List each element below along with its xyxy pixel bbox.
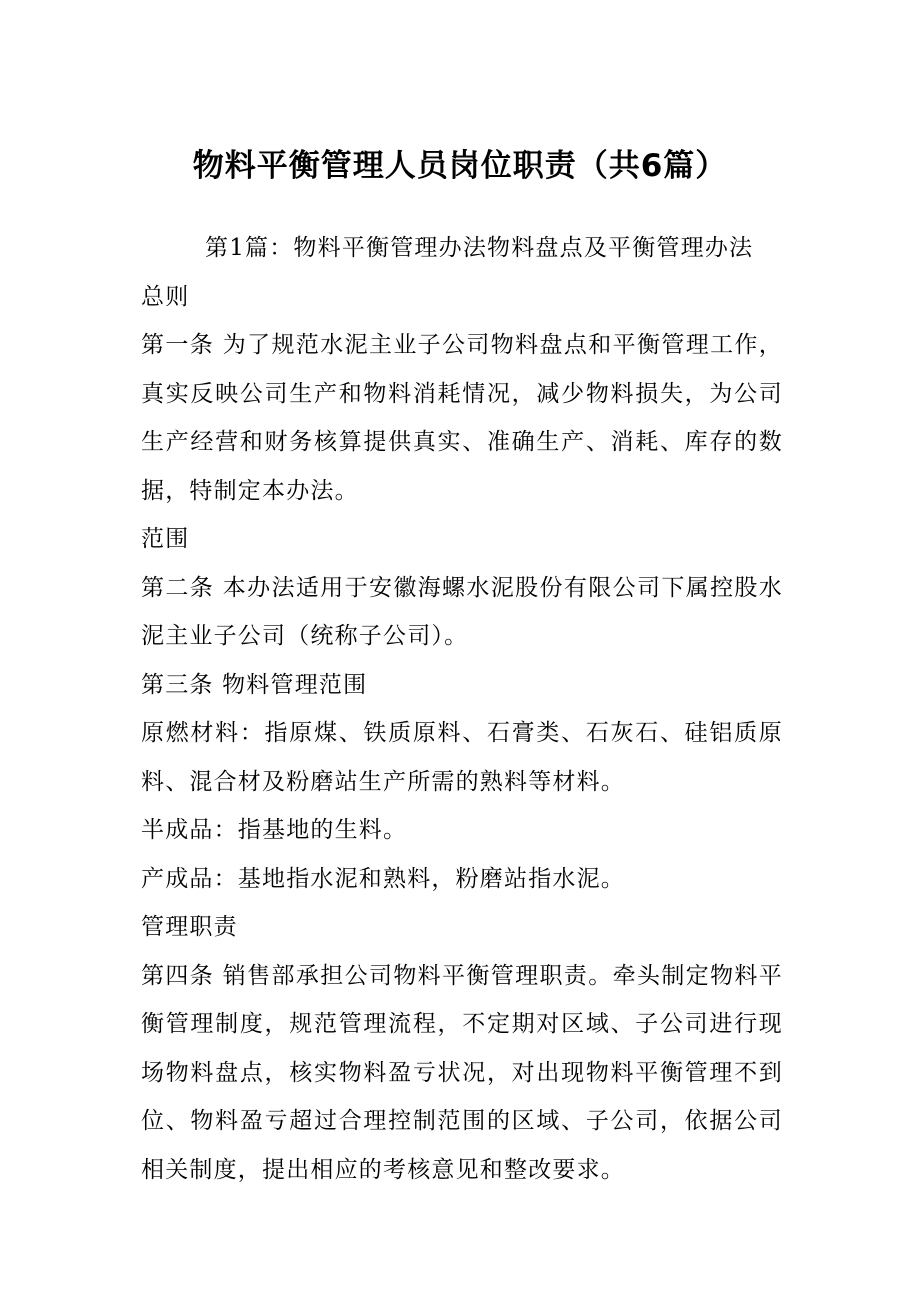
article-3-paragraph: 第三条 物料管理范围 — [141, 671, 368, 698]
article-4-paragraph: 第四条 销售部承担公司物料平衡管理职责。牵头制定物料平衡管理制度，规范管理流程，不定期对区域、子公司进行现场物料盘点，核实物料盈亏状况，对出现物料平衡管理不到位、物料盈亏超过合理控制范围的区域、子公司，依据公司相关制度，提出相应的考核意见和整改要求。 — [141, 962, 783, 1183]
chapter-heading-general: 总则 — [141, 283, 190, 310]
article-1-paragraph: 第一条 为了规范水泥主业子公司物料盘点和平衡管理工作，真实反映公司生产和物料消耗情况，减少物料损失，为公司生产经营和财务核算提供真实、准确生产、消耗、库存的数据，特制定本办法。 — [141, 332, 783, 504]
finished-products-paragraph: 产成品：基地指水泥和熟料，粉磨站指水泥。 — [141, 865, 625, 892]
semi-finished-paragraph: 半成品：指基地的生料。 — [141, 817, 408, 843]
chapter-heading-duties: 管理职责 — [141, 914, 238, 940]
document-title: 物料平衡管理人员岗位职责（共6篇） — [192, 148, 728, 184]
document-body — [141, 224, 783, 1194]
raw-materials-paragraph: 原燃材料：指原煤、铁质原料、石膏类、石灰石、硅铝质原料、混合材及粉磨站生产所需的熟料等材料。 — [141, 720, 783, 795]
chapter-heading-scope: 范围 — [141, 526, 190, 552]
article-2-paragraph: 第二条 本办法适用于安徽海螺水泥股份有限公司下属控股水泥主业子公司（统称子公司）。 — [141, 574, 783, 649]
section-heading: 第1篇：物料平衡管理办法物料盘点及平衡管理办法 — [205, 235, 754, 261]
